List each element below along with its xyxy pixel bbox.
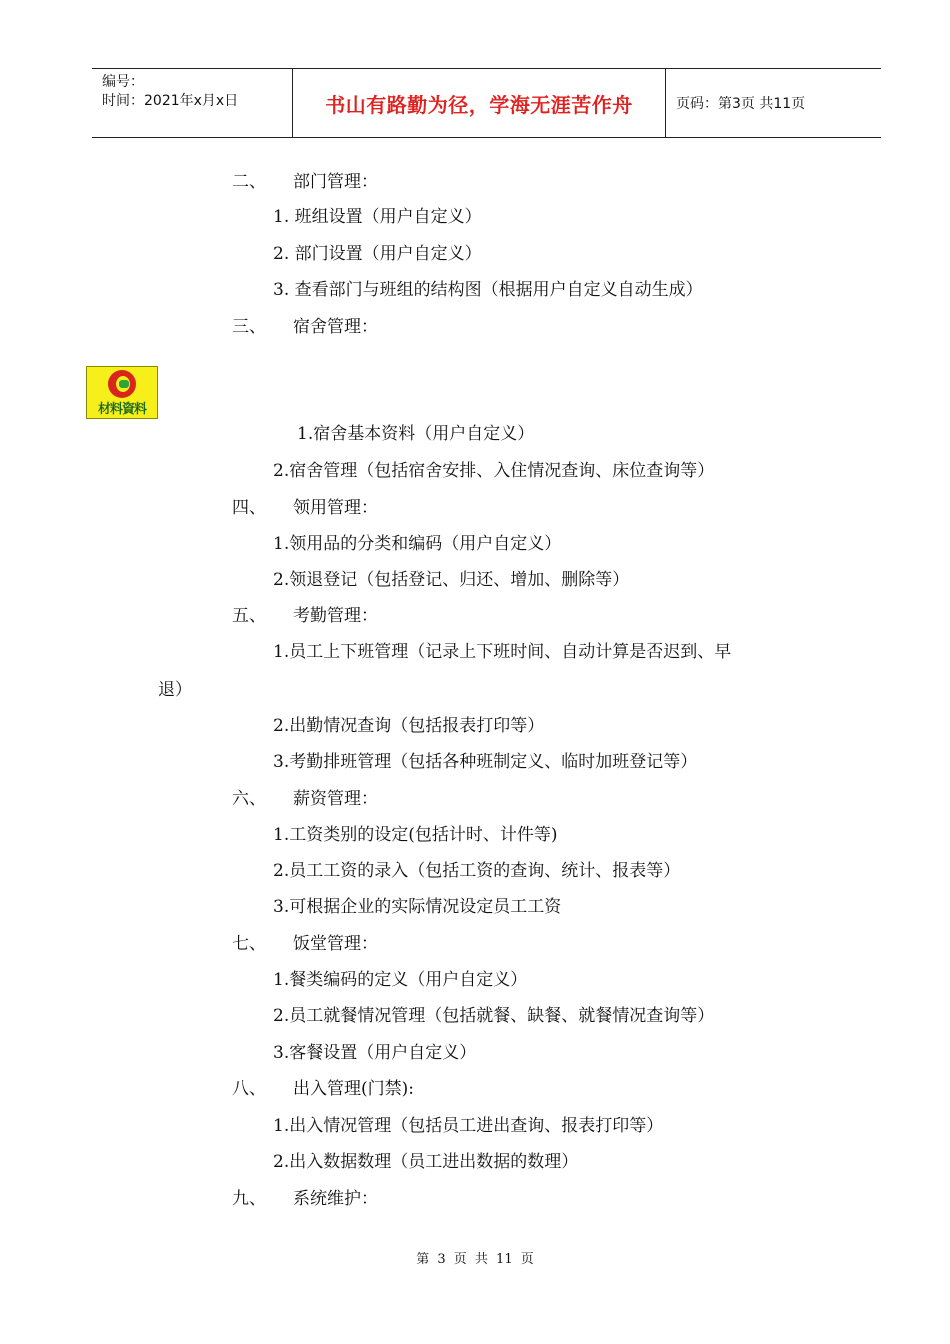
section-title: 薪资管理： bbox=[293, 789, 378, 809]
header-motto: 书山有路勤为径，学海无涯苦作舟 bbox=[293, 69, 666, 137]
section-number: 四、 bbox=[232, 498, 266, 518]
document-header bbox=[92, 68, 881, 138]
logo-emblem-icon bbox=[108, 370, 136, 398]
list-item: 2.领退登记（包括登记、归还、增加、删除等） bbox=[273, 570, 630, 590]
list-item: 1.领用品的分类和编码（用户自定义） bbox=[273, 534, 562, 554]
section-title: 宿舍管理： bbox=[293, 317, 378, 337]
list-item: 2. 部门设置（用户自定义） bbox=[273, 244, 482, 264]
section-number: 二、 bbox=[232, 172, 266, 192]
page-footer: 第 3 页 共 11 页 bbox=[416, 1252, 534, 1267]
list-item: 2.出勤情况查询（包括报表打印等） bbox=[273, 716, 545, 736]
list-item: 3.可根据企业的实际情况设定员工工资 bbox=[273, 897, 562, 917]
header-page-label: 页码：第3页 共11页 bbox=[676, 96, 806, 112]
section-title: 出入管理(门禁): bbox=[293, 1079, 414, 1099]
materials-logo bbox=[86, 366, 158, 419]
section-title: 部门管理： bbox=[293, 172, 378, 192]
header-meta bbox=[92, 69, 293, 137]
section-title: 饭堂管理： bbox=[293, 934, 378, 954]
section-title: 系统维护： bbox=[293, 1189, 378, 1209]
list-item: 1.餐类编码的定义（用户自定义） bbox=[273, 970, 528, 990]
list-item: 3.考勤排班管理（包括各种班制定义、临时加班登记等） bbox=[273, 752, 698, 772]
section-number: 七、 bbox=[232, 934, 266, 954]
list-item: 2.宿舍管理（包括宿舍安排、入住情况查询、床位查询等） bbox=[273, 461, 715, 481]
section-title: 考勤管理： bbox=[293, 606, 378, 626]
list-item: 3. 查看部门与班组的结构图（根据用户自定义自动生成） bbox=[273, 280, 703, 300]
list-item: 1.工资类别的设定(包括计时、计件等) bbox=[273, 825, 558, 845]
section-title: 领用管理： bbox=[293, 498, 378, 518]
list-item: 1.出入情况管理（包括员工进出查询、报表打印等） bbox=[273, 1116, 664, 1136]
list-item: 2.员工就餐情况管理（包括就餐、缺餐、就餐情况查询等） bbox=[273, 1006, 715, 1026]
section-number: 八、 bbox=[232, 1079, 266, 1099]
logo-text: 材料資料 bbox=[97, 402, 146, 417]
section-number: 九、 bbox=[232, 1189, 266, 1209]
list-item: 2.出入数据数理（员工进出数据的数理） bbox=[273, 1152, 579, 1172]
list-item: 1.宿舍基本资料（用户自定义） bbox=[297, 424, 535, 444]
section-number: 六、 bbox=[232, 789, 266, 809]
list-item: 1.员工上下班管理（记录上下班时间、自动计算是否迟到、早 bbox=[273, 642, 732, 662]
list-item: 1. 班组设置（用户自定义） bbox=[273, 207, 482, 227]
list-item: 退） bbox=[158, 680, 192, 700]
section-number: 五、 bbox=[232, 606, 266, 626]
section-number: 三、 bbox=[232, 317, 266, 337]
time-label: 时间：2021年x月x日 bbox=[102, 93, 239, 109]
number-label: 编号： bbox=[102, 74, 144, 90]
list-item: 3.客餐设置（用户自定义） bbox=[273, 1043, 477, 1063]
list-item: 2.员工工资的录入（包括工资的查询、统计、报表等） bbox=[273, 861, 681, 881]
